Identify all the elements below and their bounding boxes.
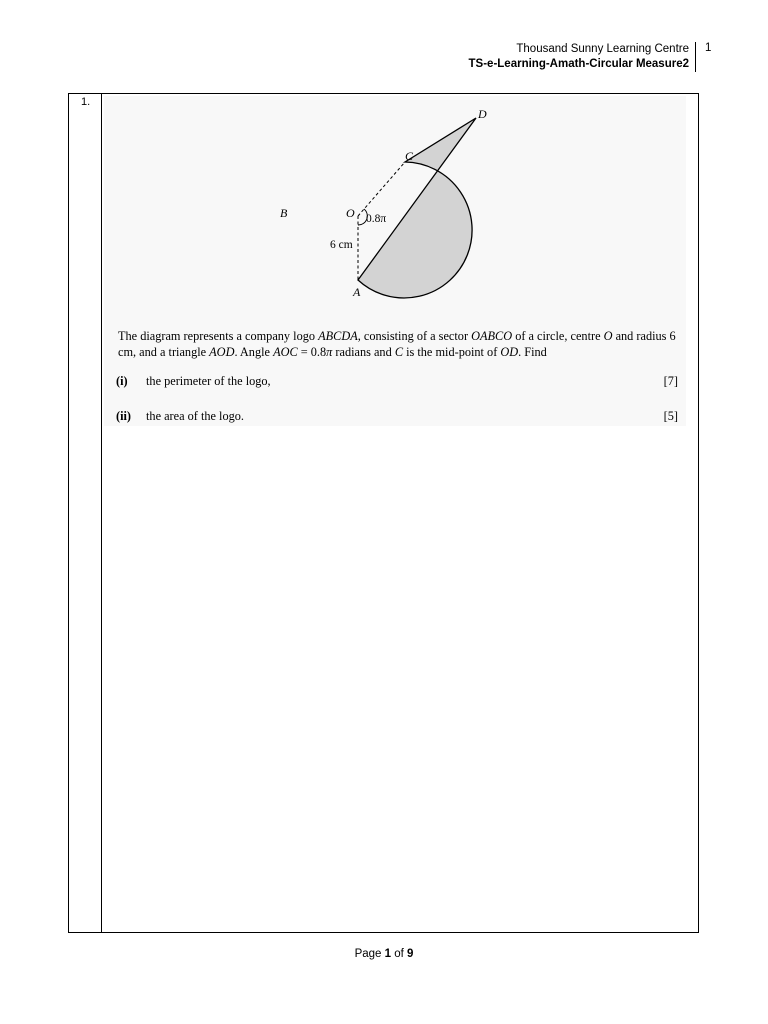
question-part — [114, 409, 678, 429]
header-centre-name: Thousand Sunny Learning Centre — [516, 43, 689, 55]
question-content — [104, 96, 686, 426]
logo-shape — [358, 118, 476, 298]
label-b: B — [280, 206, 288, 220]
label-a: A — [353, 285, 361, 299]
label-d: D — [478, 107, 487, 121]
label-angle: 0.8π — [366, 213, 387, 225]
question-part — [114, 374, 678, 394]
footer-total-pages: 9 — [407, 948, 414, 960]
part-label: (i) — [116, 374, 128, 388]
question-number-column — [69, 94, 102, 932]
part-text: the area of the logo. — [146, 409, 244, 423]
question-number: 1. — [81, 96, 91, 108]
part-text: the perimeter of the logo, — [146, 374, 271, 388]
part-marks: [5] — [663, 409, 678, 423]
radius-oc — [358, 162, 405, 216]
page-header — [469, 42, 696, 72]
part-marks: [7] — [663, 374, 678, 388]
label-c: C — [405, 149, 414, 163]
part-label: (ii) — [116, 409, 132, 423]
label-o: O — [346, 206, 355, 220]
header-page-number: 1 — [705, 42, 712, 54]
page-footer: Page 1 of 9 — [354, 948, 414, 960]
label-radius: 6 cm — [330, 239, 353, 251]
question-parts — [114, 374, 678, 444]
header-document-title: TS-e-Learning-Amath-Circular Measure2 — [468, 58, 689, 70]
logo-diagram — [104, 96, 686, 318]
footer-current-page: 1 — [384, 948, 392, 960]
question-stem: The diagram represents a company logo ABCDA, consisting of a sector OABCO of a circle, centre O and radius 6 cm, and a triangle AOD. Angle AOC = 0.8π radians and C is the mid-point of OD. Find — [118, 329, 676, 359]
